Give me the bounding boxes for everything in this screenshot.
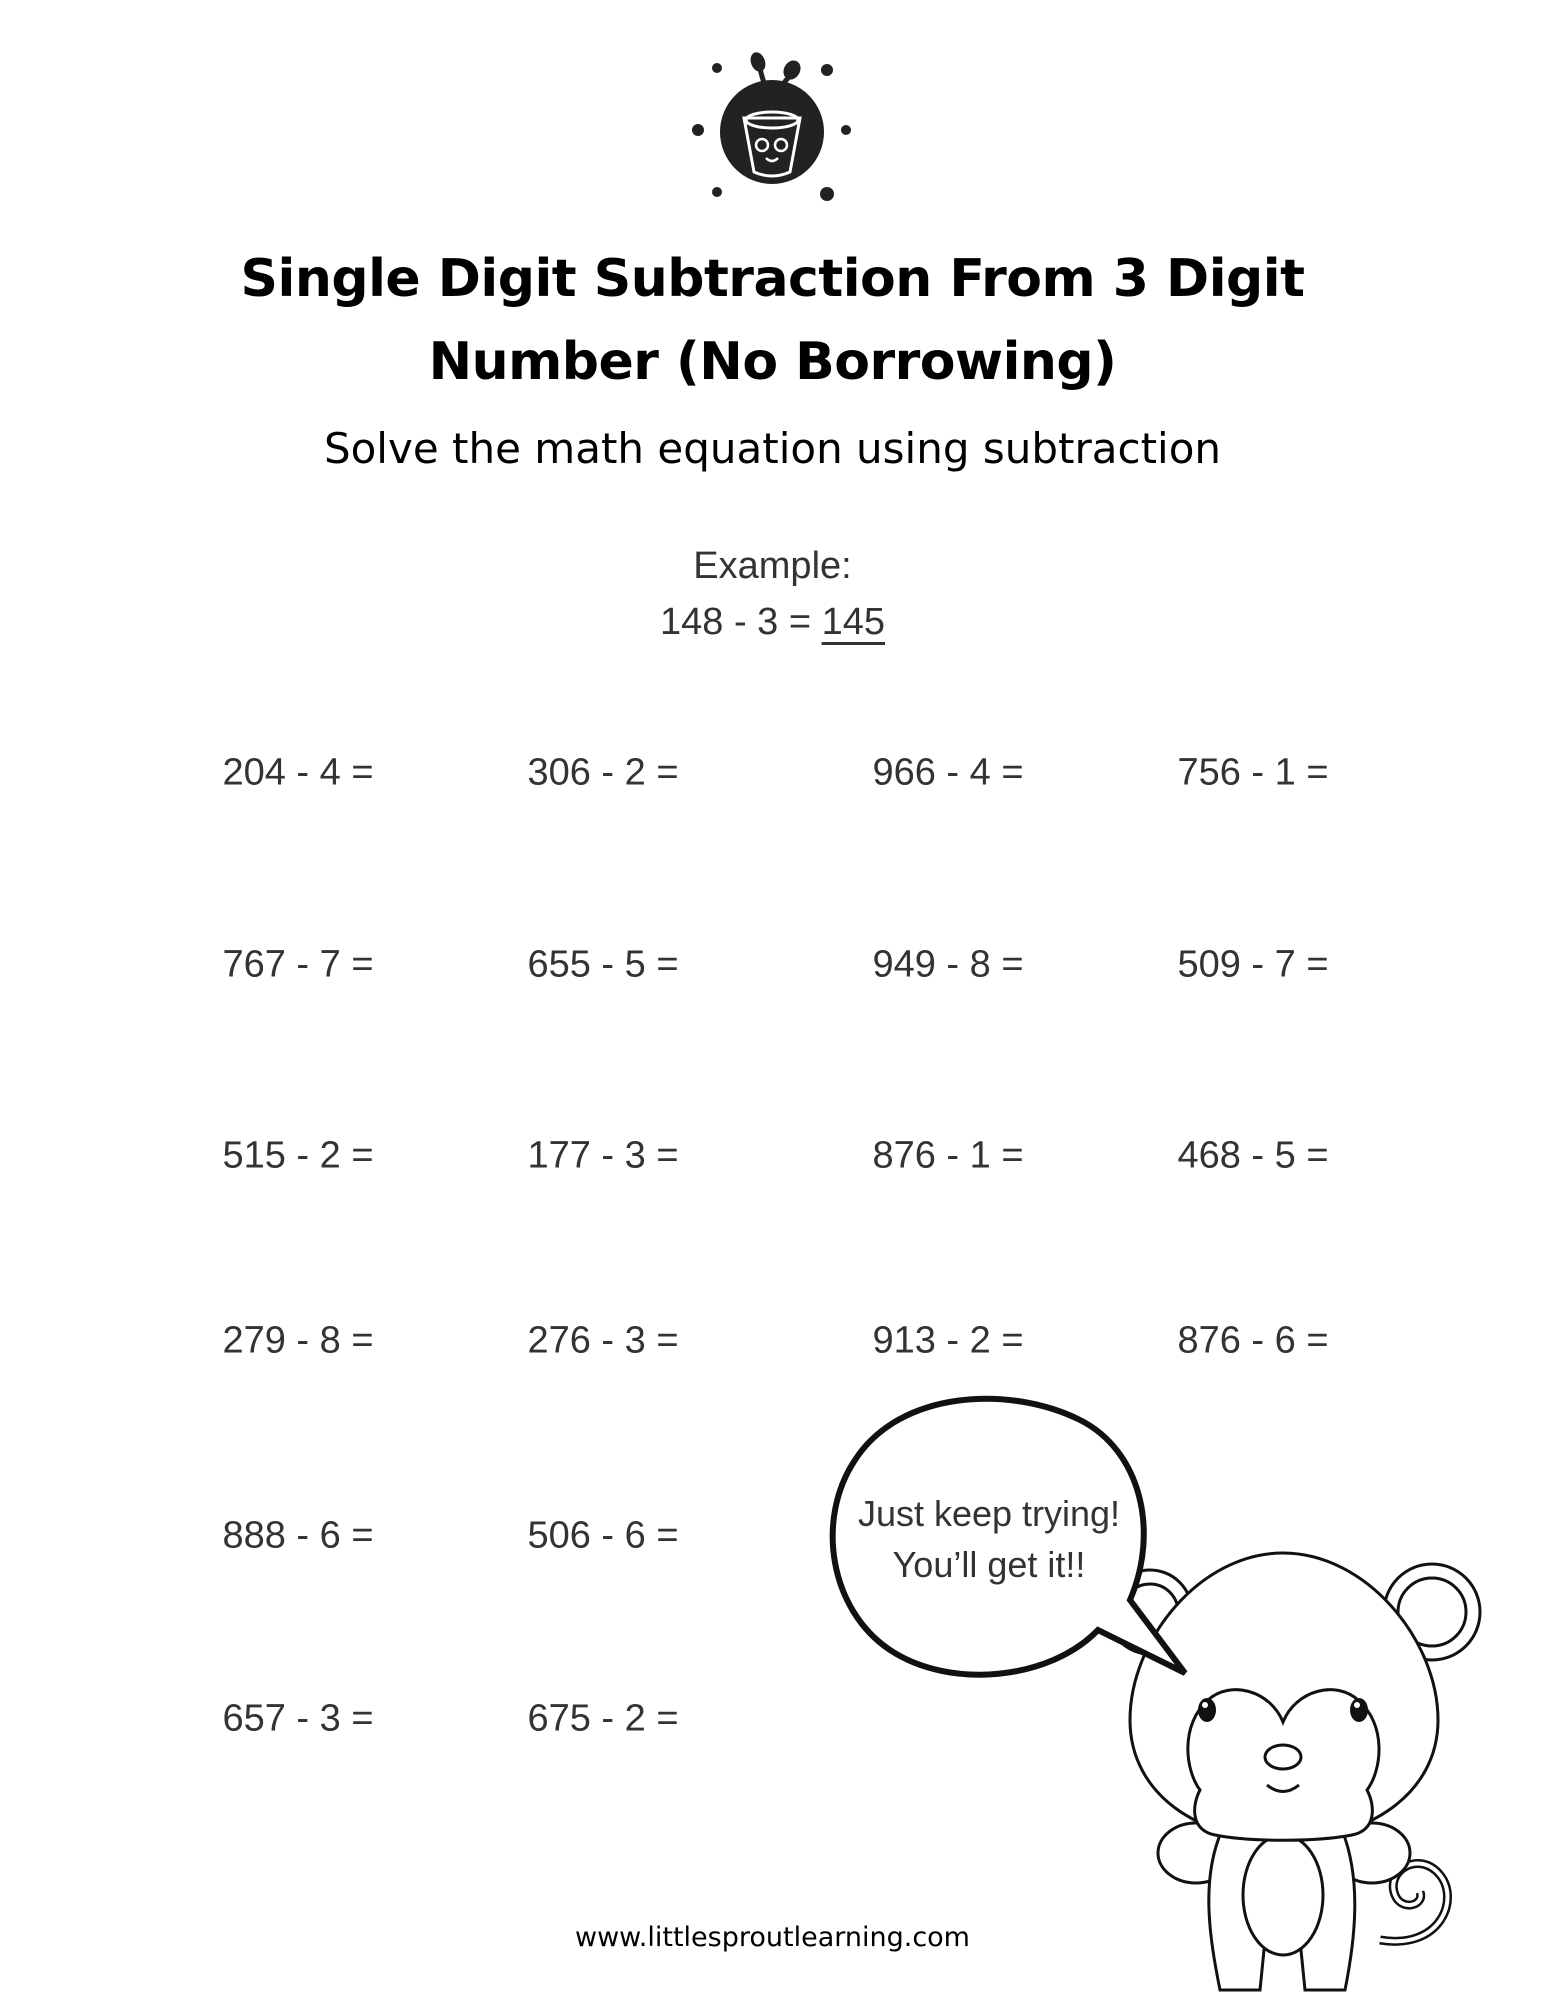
problem-1-4: 756 - 1 =: [1177, 751, 1329, 794]
bubble-line-2: You’ll get it!!: [892, 1544, 1086, 1585]
problem-2-2: 655 - 5 =: [527, 943, 679, 986]
problem-6-2: 675 - 2 =: [527, 1697, 679, 1740]
problem-3-2: 177 - 3 =: [527, 1134, 679, 1177]
problem-1-3: 966 - 4 =: [872, 751, 1024, 794]
subtitle: Solve the math equation using subtraction: [323, 424, 1222, 473]
speech-bubble: [833, 1399, 1185, 1675]
footer-url[interactable]: www.littlesproutlearning.com: [575, 1922, 970, 1953]
title-line-1: Single Digit Subtraction From 3 Digit: [240, 249, 1305, 309]
bubble-line-1: Just keep trying!: [857, 1493, 1121, 1534]
problem-4-1: 279 - 8 =: [222, 1319, 374, 1362]
problem-4-2: 276 - 3 =: [527, 1319, 679, 1362]
example-problem: 148 - 3 =: [659, 601, 822, 643]
title-line-2: Number (No Borrowing): [428, 332, 1117, 392]
problem-4-4: 876 - 6 =: [1177, 1319, 1329, 1362]
example-answer: 145: [821, 601, 886, 643]
problem-3-3: 876 - 1 =: [872, 1134, 1024, 1177]
example-label: Example:: [693, 545, 852, 587]
problem-6-1: 657 - 3 =: [222, 1697, 374, 1740]
problem-4-3: 913 - 2 =: [872, 1319, 1024, 1362]
problem-2-3: 949 - 8 =: [872, 943, 1024, 986]
problem-5-1: 888 - 6 =: [222, 1514, 374, 1557]
problem-2-4: 509 - 7 =: [1177, 943, 1329, 986]
problem-1-1: 204 - 4 =: [222, 751, 374, 794]
problem-5-2: 506 - 6 =: [527, 1514, 679, 1557]
problem-3-1: 515 - 2 =: [222, 1134, 374, 1177]
problem-2-1: 767 - 7 =: [222, 943, 374, 986]
problem-3-4: 468 - 5 =: [1177, 1134, 1329, 1177]
problem-1-2: 306 - 2 =: [527, 751, 679, 794]
